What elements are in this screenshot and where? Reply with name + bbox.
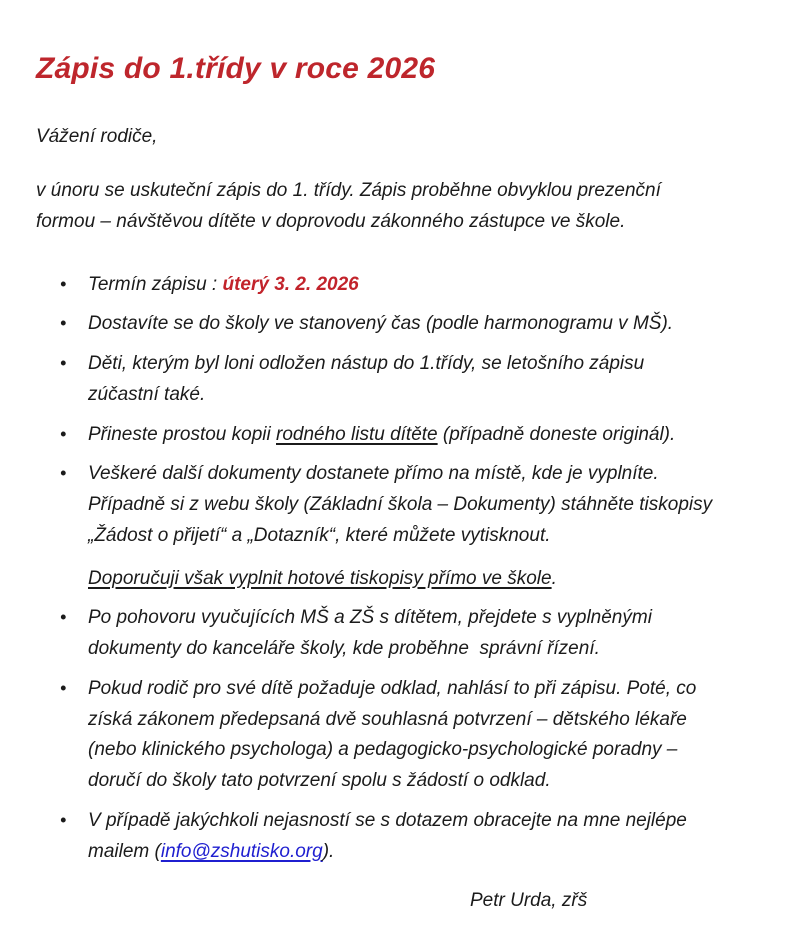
contact-text-after: ). [322, 840, 335, 862]
list-item-enrollment-term [88, 270, 718, 301]
birth-certificate-underlined: rodného listu dítěte [276, 423, 438, 445]
list-item-birth-certificate [88, 420, 718, 451]
documents-note-suffix: . [551, 567, 557, 589]
list-item-deferred-children: • Děti, kterým byl loni odložen nástup do 1.třídy, se letošního zápisu zúčastní také. [88, 349, 718, 411]
birth-certificate-text-before: Přineste prostou kopii [88, 423, 276, 445]
term-label: Termín zápisu : [88, 273, 223, 295]
email-link[interactable]: info@zshutisko.org [160, 840, 323, 862]
list-item-documents [88, 459, 718, 594]
page-title: Zápis do 1.třídy v roce 2026 [36, 52, 436, 85]
documents-note [88, 564, 718, 595]
enrollment-date: úterý 3. 2. 2026 [222, 273, 359, 295]
list-item-postponement: • Pokud rodič pro své dítě požaduje odklad, nahlásí to při zápisu. Poté, co získá zákonem předepsaná dvě souhlasná potvrzení – dětského lékaře (nebo klinického psychologa) a pedagogicko-psychologické poradny – doručí do školy tato potvrzení spolu s žádostí o odklad. [88, 674, 718, 797]
documents-note-underlined: Doporučuji však vyplnit hotové tiskopisy přímo ve škole [88, 567, 552, 589]
contact-text-before: V případě jakýchkoli nejasností se s dotazem obracejte na mne nejlépe mailem ( [88, 810, 693, 862]
signature: Petr Urda, zřš [470, 889, 588, 911]
documents-text: • Veškeré další dokumenty dostanete přímo na místě, kde je vyplníte. Případně si z webu školy (Základní škola – Dokumenty) stáhněte tiskopisy „Žádost o přijetí“ a „Dotazník“, které můžete vytisknout. [88, 463, 718, 546]
list-item-interview: • Po pohovoru vyučujících MŠ a ZŠ s dítětem, přejdete s vyplněnými dokumenty do kanceláře školy, kde proběhne správní řízení. [88, 603, 718, 665]
list-item-contact [88, 806, 718, 868]
bullet-list [36, 270, 726, 868]
salutation: Vážení rodiče, [36, 126, 158, 147]
list-item-arrival-time: • Dostavíte se do školy ve stanovený čas (podle harmonogramu v MŠ). [88, 309, 718, 340]
birth-certificate-text-after: (případně doneste originál). [437, 423, 676, 445]
intro-paragraph: v únoru se uskuteční zápis do 1. třídy. Zápis proběhne obvyklou prezenční formou – návštěvou dítěte v doprovodu zákonného zástupce ve škole. [36, 180, 667, 232]
